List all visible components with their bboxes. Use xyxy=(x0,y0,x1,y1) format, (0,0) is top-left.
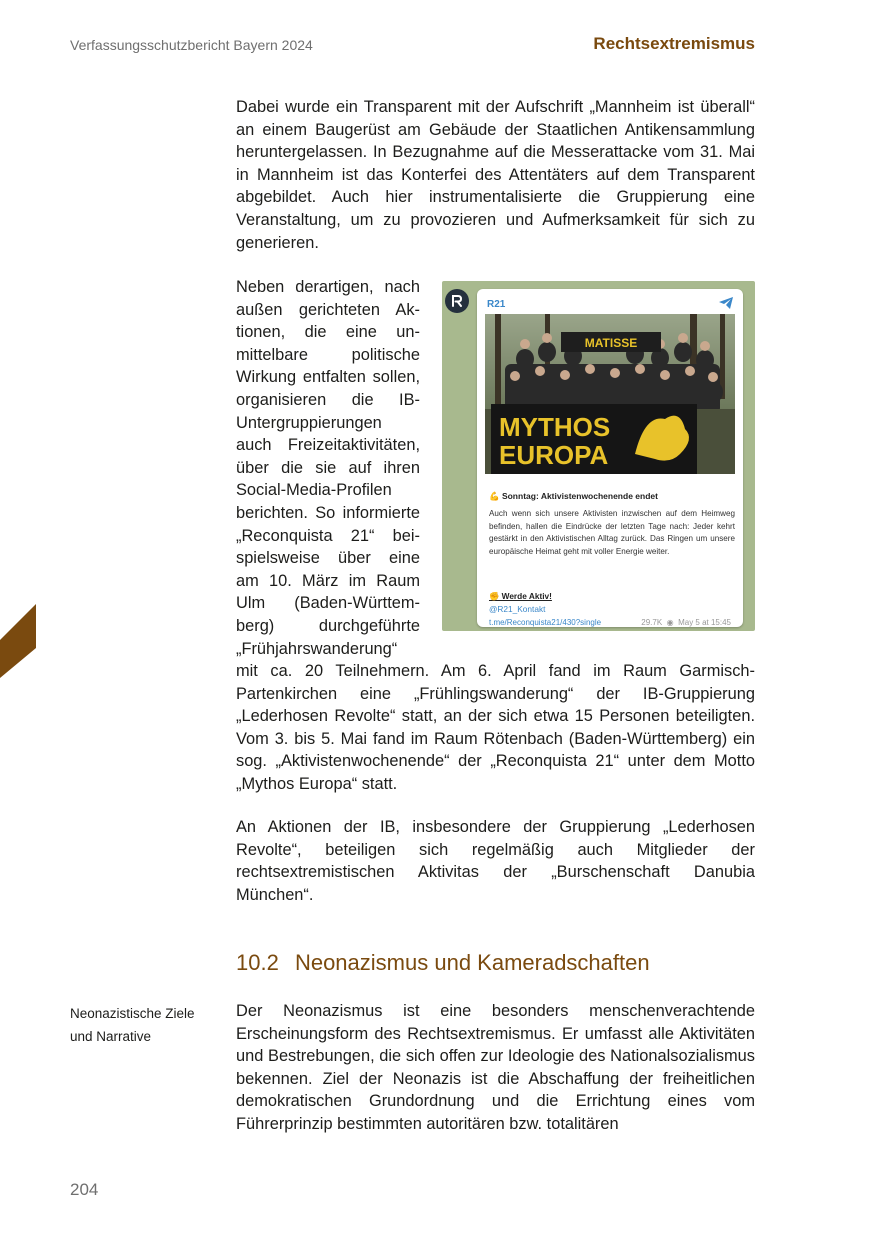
running-head-title: Verfassungsschutzbericht Bayern 2024 xyxy=(70,37,313,53)
telegram-post-frame xyxy=(442,281,755,631)
channel-avatar-icon xyxy=(445,289,469,313)
post-call-to-action: ✊ Werde Aktiv! xyxy=(489,591,552,601)
chapter-thumb-tab xyxy=(0,604,36,678)
main-banner-line1: MYTHOS xyxy=(499,412,611,442)
running-head-chapter: Rechtsextremismus xyxy=(593,34,755,53)
post-link: t.me/Reconquista21/430?single xyxy=(489,618,602,627)
paragraph-danubia: An Aktionen der IB, insbesondere der Gruppierung „Lederhosen Revolte“, beteiligen sich regelmäßig auch Mitglieder der rechtsextremistischen Aktivitas der „Burschenschaft Danubia München“. xyxy=(236,818,755,904)
post-text: Auch wenn sich unsere Aktivisten inzwischen auf dem Heimweg befinden, hallen die Eindrücke der letzten Tage nach: Jeder kehrt gestärkt in den Aktivistischen Alltag zurück. Das Ringen um unsere europäische Heimat geht mit voller Energie weiter. xyxy=(489,509,735,557)
section-title: Neonazismus und Kameradschaften xyxy=(294,950,650,975)
telegram-send-icon xyxy=(719,293,733,316)
paragraph-leisure-text: Neben derartigen, nach außen gerichteten Aktionen, die eine unmittelbare politische Wirkung entfalten sollen, organisieren die IB-Untergruppierungen auch Freizeitaktivitäten, über die sie auf ihren Social-Media-Profilen berichten. So informierte „Reconquista 21“ beispielsweise über eine am 10. März im Raum Ulm (Baden-Württemberg) durchgeführte „Frühjahrswanderung“ mit ca. 20 Teilnehmern. Am 6. April fand im Raum Garmisch-Partenkirchen eine „Frühlingswanderung“ der IB-Gruppierung „Lederhosen Revolte“ statt, an der sich etwa 15 Personen beteiligten. Vom 3. bis 5. Mai fand im Raum Rötenbach (Baden-Württemberg) ein sog. „Aktivistenwochenende“ der „Reconquista 21“ unter dem Motto „Mythos Europa“ statt. xyxy=(236,278,755,794)
post-meta xyxy=(641,612,731,631)
post-views: 29.7K xyxy=(641,618,663,627)
main-banner-line2: EUROPA xyxy=(499,440,609,470)
group-photo xyxy=(485,314,735,474)
section-number: 10.2 xyxy=(236,950,279,975)
channel-name: R21 xyxy=(487,299,506,310)
telegram-post-image xyxy=(442,281,755,631)
telegram-post-card xyxy=(477,289,743,627)
page-number: 204 xyxy=(70,1180,99,1199)
eye-icon: ◉ xyxy=(664,618,676,627)
paragraph-leisure-activities xyxy=(236,276,755,796)
paragraph-mannheim-banner: Dabei wurde ein Transparent mit der Aufschrift „Mannheim ist überall“ an einem Baugerüst am Gebäude der Staatlichen Antikensammlung heruntergelassen. In Bezugnahme auf die Messerattacke vom 31. Mai in Mannheim ist das Konterfei des Attentäters auf dem Transparent abgebildet. Auch hier instrumentalisierte die Gruppierung eine Veranstaltung, um zu provozieren und Aufmerksamkeit für sich zu generieren. xyxy=(236,98,755,252)
paragraph-neonazism: Der Neonazismus ist eine besonders menschenverachtende Erscheinungsform des Rechtsextremismus. Er umfasst alle Aktivitäten und Bestrebungen, die sich offen zur Ideologie des Nationalsozialismus bekennen. Ziel der Neonazis ist die Abschaffung der freiheitlichen demokratischen Grundordnung und die Errichtung eines vom Führerprinzip bestimmten autoritären bzw. totalitären xyxy=(236,1002,755,1133)
small-banner-text: MATISSE xyxy=(584,336,638,350)
section-heading xyxy=(236,950,650,976)
post-title: 💪 Sonntag: Aktivistenwochenende endet xyxy=(489,491,658,501)
margin-note: Neonazistische Ziele und Narrative xyxy=(70,1006,195,1044)
post-contact-handle: @R21_Kontakt xyxy=(489,604,546,614)
post-date: May 5 at 15:45 xyxy=(678,618,731,627)
